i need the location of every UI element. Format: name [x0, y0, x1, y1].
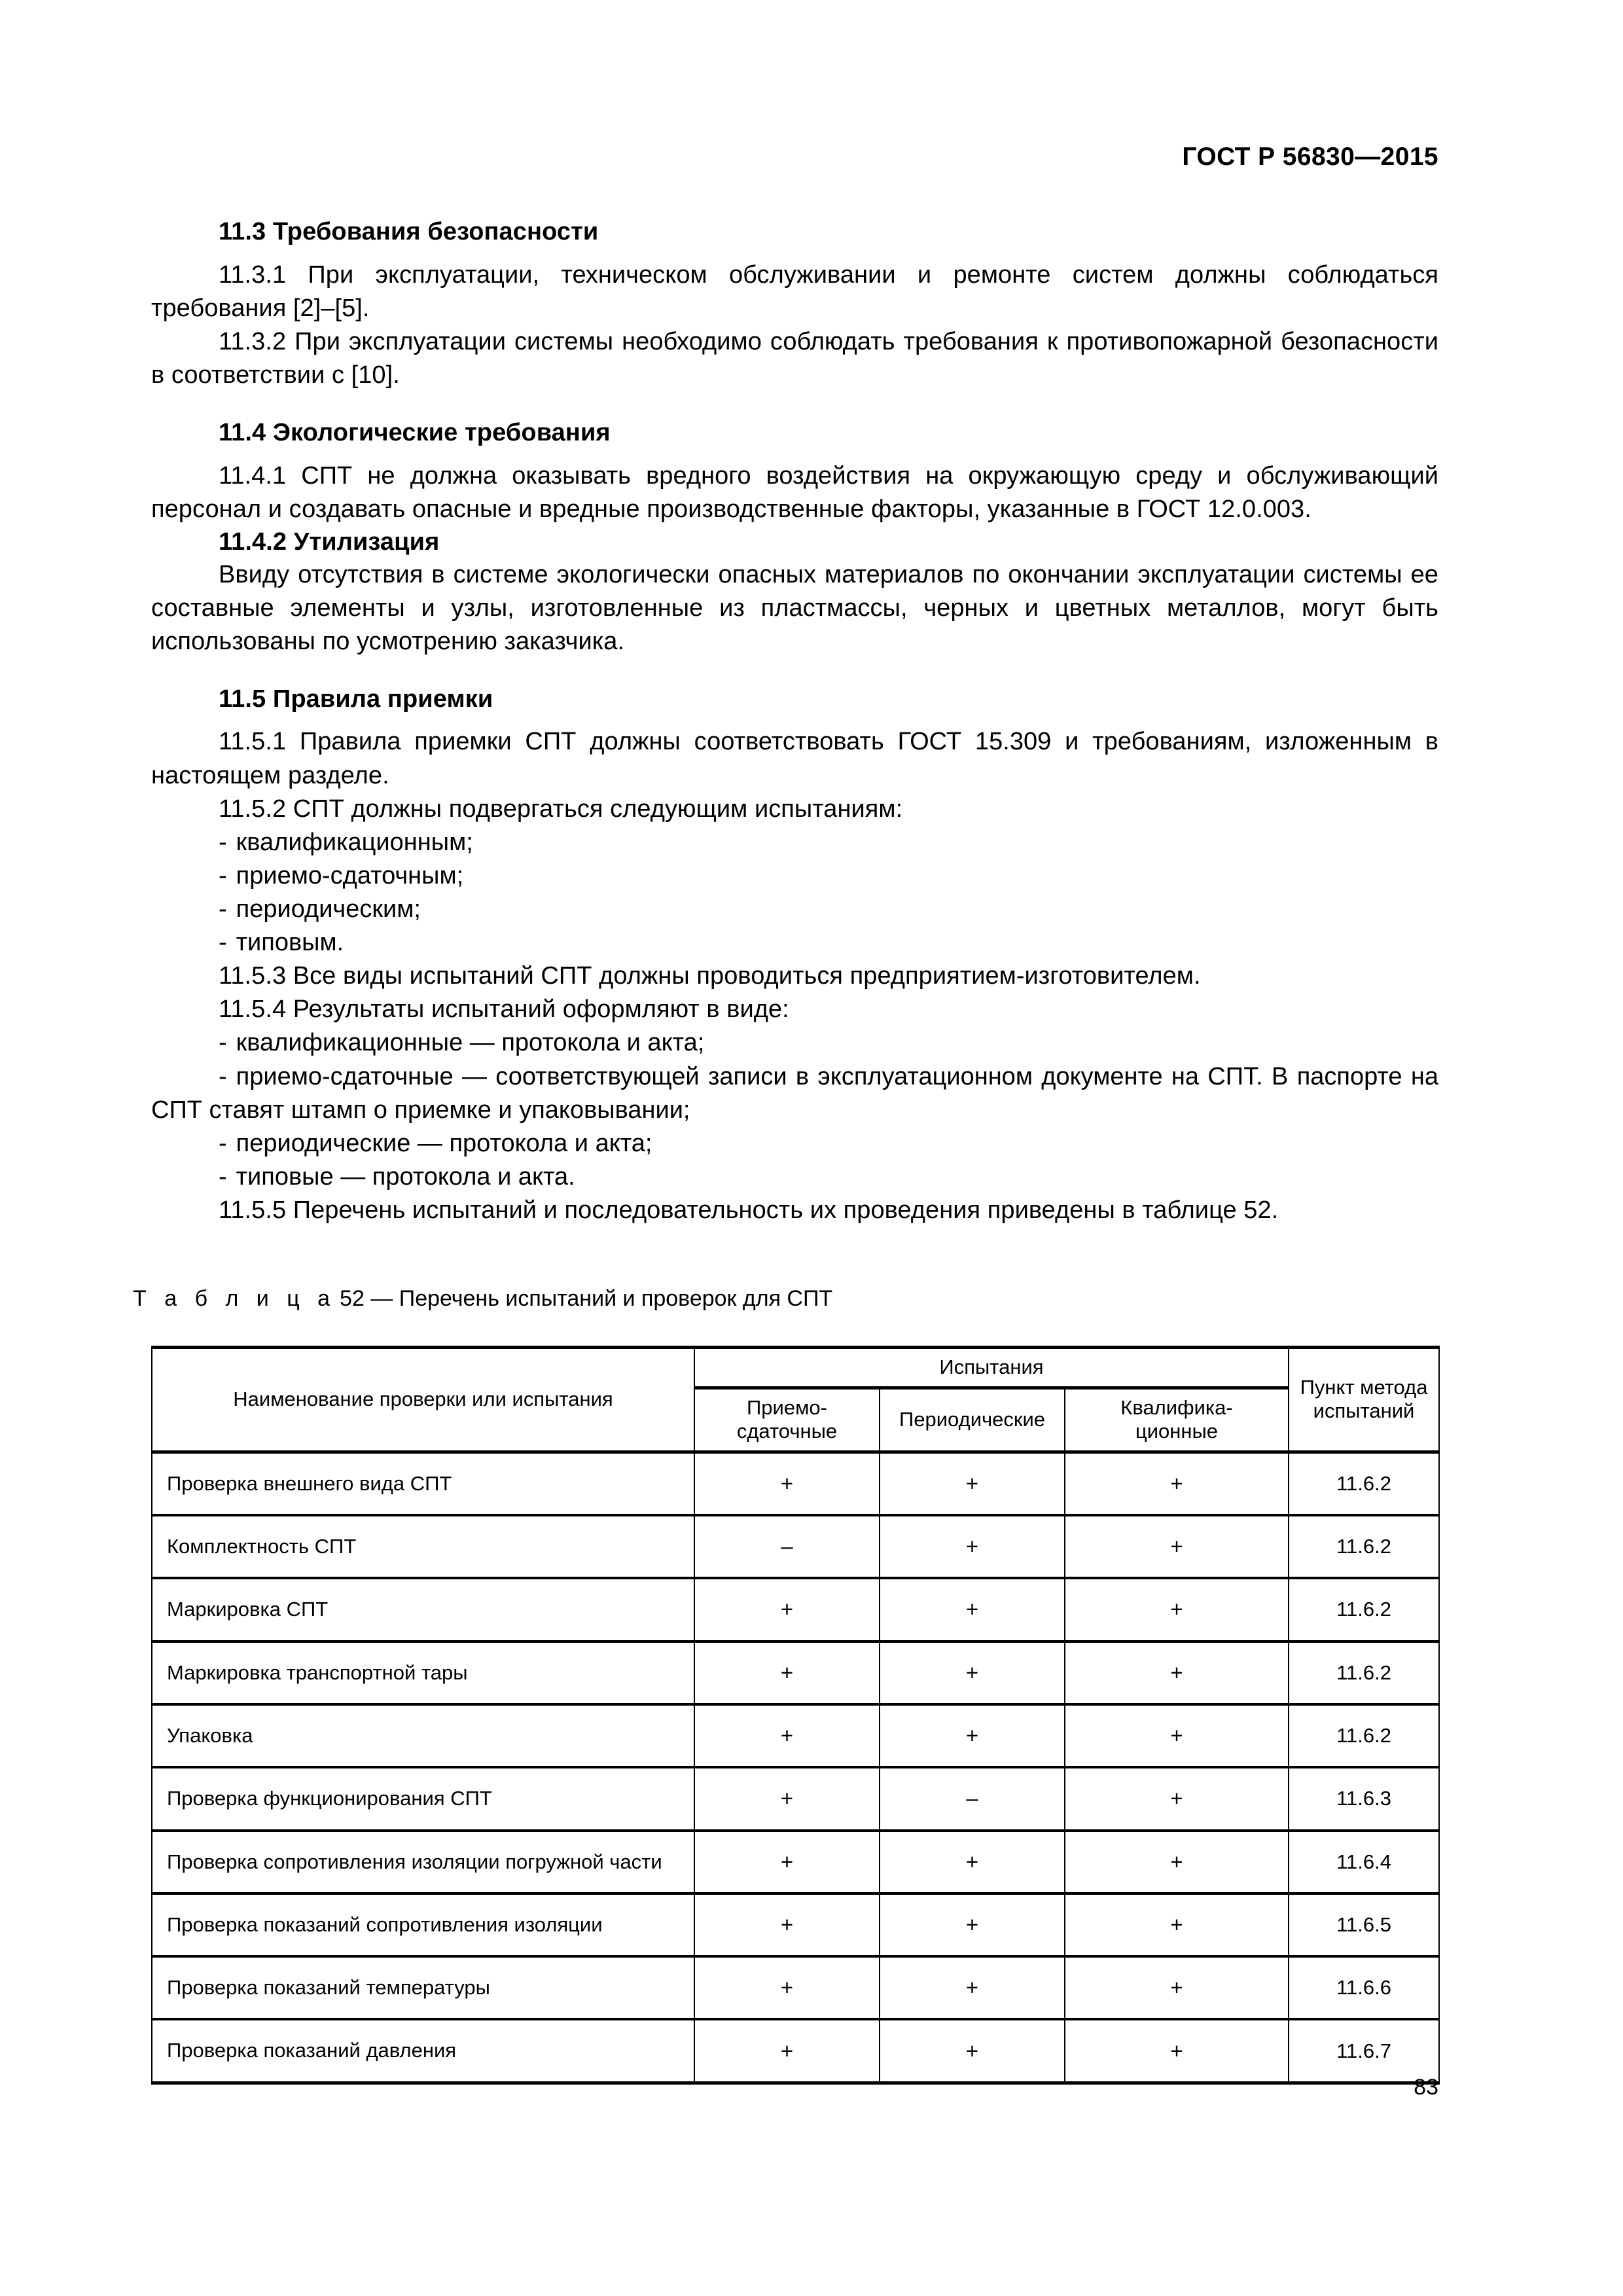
table-body — [152, 1452, 1439, 2083]
cell-method-clause: 11.6.7 — [1289, 2019, 1439, 2083]
table-row — [152, 1956, 1439, 2019]
dash-bullet-icon: - — [219, 1029, 227, 1057]
cell-acceptance: + — [694, 1956, 880, 2019]
cell-method-clause: 11.6.5 — [1289, 1893, 1439, 1956]
dash-bullet-icon: - — [219, 1062, 227, 1090]
table-caption-word: Т а б л и ц а — [133, 1286, 336, 1311]
cell-acceptance: – — [694, 1515, 880, 1578]
dash-bullet-icon: - — [219, 828, 227, 856]
section-heading-11-3: 11.3 Требования безопасности — [219, 218, 599, 245]
column-header-name: Наименование проверки или испытания — [152, 1348, 694, 1452]
section-heading-11-4: 11.4 Экологические требования — [219, 419, 611, 447]
cell-acceptance: + — [694, 2019, 880, 2083]
body-text-column — [151, 216, 1438, 1227]
column-header-periodic: Периодические — [880, 1388, 1065, 1452]
cell-test-name: Маркировка СПТ — [152, 1578, 694, 1641]
cell-acceptance: + — [694, 1893, 880, 1956]
list-item — [151, 859, 1438, 893]
list-item — [151, 1060, 1438, 1127]
list-item — [151, 1127, 1438, 1160]
cell-periodic: + — [880, 1578, 1065, 1641]
cell-periodic: + — [880, 1704, 1065, 1767]
standard-designation-header: ГОСТ Р 56830—2015 — [1182, 143, 1438, 171]
table-row — [152, 1578, 1439, 1641]
cell-test-name: Упаковка — [152, 1704, 694, 1767]
cell-qualification: + — [1065, 1704, 1289, 1767]
column-header-method-clause-text: Пункт метода испытаний — [1300, 1375, 1428, 1423]
paragraph-11-5-2: 11.5.2 СПТ должны подвергаться следующим испытаниям: — [219, 795, 903, 823]
list-item — [151, 926, 1438, 960]
list-item — [151, 893, 1438, 926]
cell-periodic: + — [880, 1515, 1065, 1578]
dash-bullet-icon: - — [219, 1162, 227, 1191]
cell-qualification: + — [1065, 1515, 1289, 1578]
cell-test-name: Проверка показаний температуры — [152, 1956, 694, 2019]
table-caption-text: 52 — Перечень испытаний и проверок для СПТ — [340, 1286, 833, 1311]
cell-test-name: Проверка показаний давления — [152, 2019, 694, 2083]
cell-method-clause: 11.6.2 — [1289, 1704, 1439, 1767]
table-row — [152, 2019, 1439, 2083]
cell-qualification: + — [1065, 1767, 1289, 1830]
column-header-qualification — [1065, 1388, 1289, 1452]
cell-qualification: + — [1065, 1893, 1289, 1956]
test-types-list — [151, 826, 1438, 960]
tests-table-wrapper — [151, 1346, 1438, 2085]
subsection-heading-11-4-2: 11.4.2 Утилизация — [219, 528, 440, 556]
column-header-qualification-text: Квалифика- ционные — [1120, 1395, 1233, 1443]
cell-method-clause: 11.6.2 — [1289, 1641, 1439, 1704]
list-item — [151, 826, 1438, 859]
dash-bullet-icon: - — [219, 895, 227, 924]
cell-periodic: + — [880, 1956, 1065, 2019]
cell-method-clause: 11.6.2 — [1289, 1452, 1439, 1515]
list-item-label: квалификационные — протокола и акта; — [236, 1029, 705, 1057]
cell-test-name: Проверка сопротивления изоляции погружной части — [152, 1831, 694, 1893]
list-item-label: периодическим; — [236, 895, 421, 924]
cell-method-clause: 11.6.4 — [1289, 1831, 1439, 1893]
cell-acceptance: + — [694, 1452, 880, 1515]
list-item-label: типовые — протокола и акта. — [236, 1162, 575, 1191]
cell-qualification: + — [1065, 1641, 1289, 1704]
paragraph-11-5-3: 11.5.3 Все виды испытаний СПТ должны проводиться предприятием-изготовителем. — [219, 962, 1201, 990]
page-number: 83 — [1414, 2075, 1438, 2100]
cell-periodic: + — [880, 2019, 1065, 2083]
dash-bullet-icon: - — [219, 861, 227, 889]
paragraph-11-5-1: 11.5.1 Правила приемки СПТ должны соответствовать ГОСТ 15.309 и требованиям, изложенным в настоящем разделе. — [151, 728, 1438, 789]
cell-test-name: Комплектность СПТ — [152, 1515, 694, 1578]
paragraph-11-4-1: 11.4.1 СПТ не должна оказывать вредного воздействия на окружающую среду и обслуживающий персонал и создавать опасные и вредные производственные факторы, указанные в ГОСТ 12.0.003. — [151, 461, 1438, 523]
column-header-acceptance-text: Приемо- сдаточные — [736, 1395, 838, 1443]
dash-bullet-icon: - — [219, 1129, 227, 1157]
table-row — [152, 1452, 1439, 1515]
cell-qualification: + — [1065, 2019, 1289, 2083]
cell-acceptance: + — [694, 1578, 880, 1641]
cell-periodic: + — [880, 1893, 1065, 1956]
tests-table — [151, 1346, 1440, 2085]
column-header-tests-group: Испытания — [694, 1348, 1289, 1388]
list-item — [151, 1160, 1438, 1194]
table-row — [152, 1893, 1439, 1956]
list-item — [151, 1026, 1438, 1060]
cell-method-clause: 11.6.6 — [1289, 1956, 1439, 2019]
column-header-method-clause — [1289, 1348, 1439, 1452]
test-results-list — [151, 1026, 1438, 1194]
column-header-acceptance — [694, 1388, 880, 1452]
paragraph-11-4-2-body: Ввиду отсутствия в системе экологически опасных материалов по окончании эксплуатации системы ее составные элементы и узлы, изготовленные из пластмассы, черных и цветных металлов, могут быть использованы по усмотрению заказчика. — [151, 560, 1438, 655]
cell-method-clause: 11.6.2 — [1289, 1578, 1439, 1641]
paragraph-11-5-4: 11.5.4 Результаты испытаний оформляют в виде: — [219, 996, 789, 1024]
cell-acceptance: + — [694, 1767, 880, 1830]
cell-qualification: + — [1065, 1452, 1289, 1515]
table-row — [152, 1641, 1439, 1704]
paragraph-11-3-1: 11.3.1 При эксплуатации, техническом обслуживании и ремонте систем должны соблюдаться требования [2]–[5]. — [151, 260, 1438, 322]
cell-qualification: + — [1065, 1956, 1289, 2019]
list-item-label: типовым. — [236, 929, 344, 957]
table-caption — [133, 1286, 832, 1312]
cell-acceptance: + — [694, 1831, 880, 1893]
list-item-label: приемо-сдаточным; — [236, 861, 464, 889]
paragraph-11-3-2: 11.3.2 При эксплуатации системы необходимо соблюдать требования к противопожарной безопасности в соответствии с [10]. — [151, 327, 1438, 389]
cell-test-name: Проверка функционирования СПТ — [152, 1767, 694, 1830]
list-item-label: приемо-сдаточные — соответствующей записи в эксплуатационном документе на СПТ. В паспорте на СПТ ставят штамп о приемке и упаковывании; — [151, 1062, 1438, 1124]
list-item-label: квалификационным; — [236, 828, 473, 856]
cell-periodic: – — [880, 1767, 1065, 1830]
dash-bullet-icon: - — [219, 929, 227, 957]
table-row — [152, 1704, 1439, 1767]
cell-qualification: + — [1065, 1831, 1289, 1893]
cell-method-clause: 11.6.2 — [1289, 1515, 1439, 1578]
table-row — [152, 1831, 1439, 1893]
table-row — [152, 1515, 1439, 1578]
cell-test-name: Маркировка транспортной тары — [152, 1641, 694, 1704]
cell-method-clause: 11.6.3 — [1289, 1767, 1439, 1830]
section-heading-11-5: 11.5 Правила приемки — [219, 685, 493, 713]
list-item-label: периодические — протокола и акта; — [236, 1129, 652, 1157]
table-head — [152, 1348, 1439, 1452]
cell-test-name: Проверка показаний сопротивления изоляции — [152, 1893, 694, 1956]
cell-acceptance: + — [694, 1641, 880, 1704]
cell-test-name: Проверка внешнего вида СПТ — [152, 1452, 694, 1515]
cell-periodic: + — [880, 1452, 1065, 1515]
cell-periodic: + — [880, 1641, 1065, 1704]
cell-qualification: + — [1065, 1578, 1289, 1641]
paragraph-11-5-5: 11.5.5 Перечень испытаний и последовательность их проведения приведены в таблице 52. — [219, 1196, 1279, 1225]
table-row — [152, 1767, 1439, 1830]
cell-periodic: + — [880, 1831, 1065, 1893]
cell-acceptance: + — [694, 1704, 880, 1767]
